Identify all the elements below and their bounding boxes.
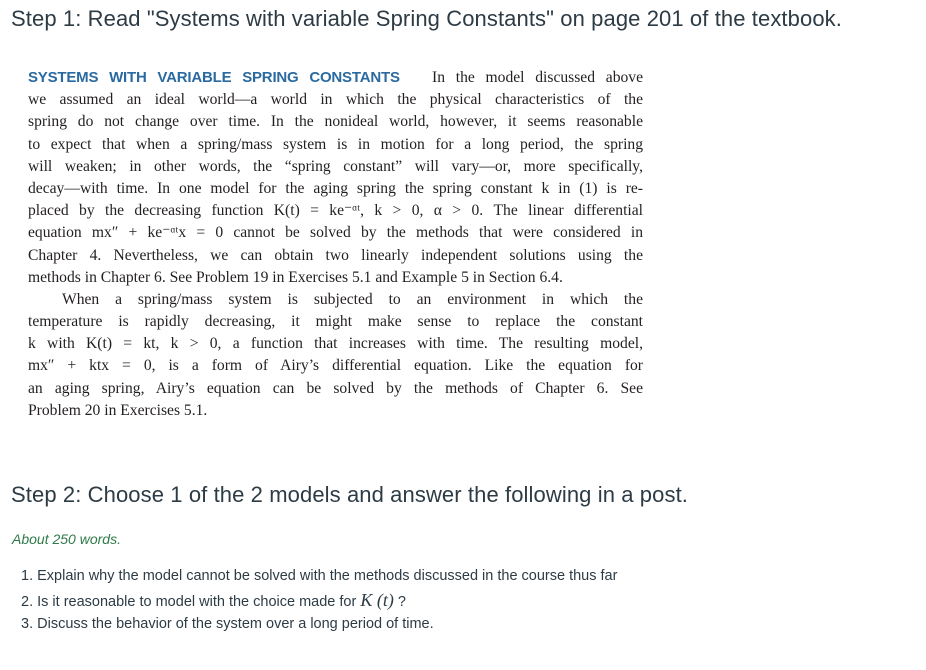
excerpt-line: spring do not change over time. In the nonideal world, however, it seems reasonable	[28, 113, 643, 131]
excerpt-line-text: In the model discussed above	[432, 69, 644, 86]
excerpt-line: will weaken; in other words, the “spring constant” will vary—or, more specifically,	[28, 157, 643, 175]
question-suffix: ?	[393, 594, 406, 610]
step1-title: Step 1: Read "Systems with variable Spring Constants" on page 201 of the textbook.	[11, 6, 842, 31]
excerpt-line: an aging spring, Airy’s equation can be solved by the methods of Chapter 6. See	[28, 379, 643, 397]
excerpt-line: k with K(t) = kt, k > 0, a function that increases with time. The resulting model,	[28, 335, 643, 353]
excerpt-line: Problem 20 in Exercises 5.1.	[28, 401, 208, 419]
question-item: 3. Discuss the behavior of the system over a long period of time.	[21, 616, 434, 632]
word-count-note: About 250 words.	[12, 531, 121, 547]
excerpt-line: to expect that when a spring/mass system is in motion for a long period, the spring	[28, 135, 643, 153]
step2-title: Step 2: Choose 1 of the 2 models and answer the following in a post.	[11, 482, 688, 507]
excerpt-line: placed by the decreasing function K(t) = ke⁻ᵅᵗ, k > 0, α > 0. The linear differential	[28, 202, 643, 220]
excerpt-line: Chapter 4. Nevertheless, we can obtain two linearly independent solutions using the	[28, 246, 643, 264]
question-item: 1. Explain why the model cannot be solved with the methods discussed in the course thus far	[21, 568, 618, 584]
excerpt-heading: SYSTEMS WITH VARIABLE SPRING CONSTANTS	[28, 69, 400, 86]
question-text: 2. Is it reasonable to model with the choice made for	[21, 594, 357, 610]
question-item	[21, 588, 617, 612]
excerpt-line: mx″ + ktx = 0, is a form of Airy’s differential equation. Like the equation for	[28, 357, 643, 375]
excerpt-line: When a spring/mass system is subjected to an environment in which the	[62, 290, 643, 308]
excerpt-line: decay—with time. In one model for the aging spring the spring constant k in (1) is re-	[28, 179, 643, 197]
excerpt-line: equation mx″ + ke⁻ᵅᵗx = 0 cannot be solved by the methods that were considered in	[28, 224, 643, 242]
question-list	[21, 564, 617, 636]
excerpt-line	[28, 67, 643, 89]
excerpt-line: we assumed an ideal world—a world in which the physical characteristics of the	[28, 91, 643, 109]
excerpt-line: temperature is rapidly decreasing, it might make sense to replace the constant	[28, 313, 643, 331]
question-math: K (t)	[360, 590, 394, 610]
excerpt-line: methods in Chapter 6. See Problem 19 in Exercises 5.1 and Example 5 in Section 6.4.	[28, 268, 563, 286]
textbook-excerpt	[28, 67, 643, 422]
